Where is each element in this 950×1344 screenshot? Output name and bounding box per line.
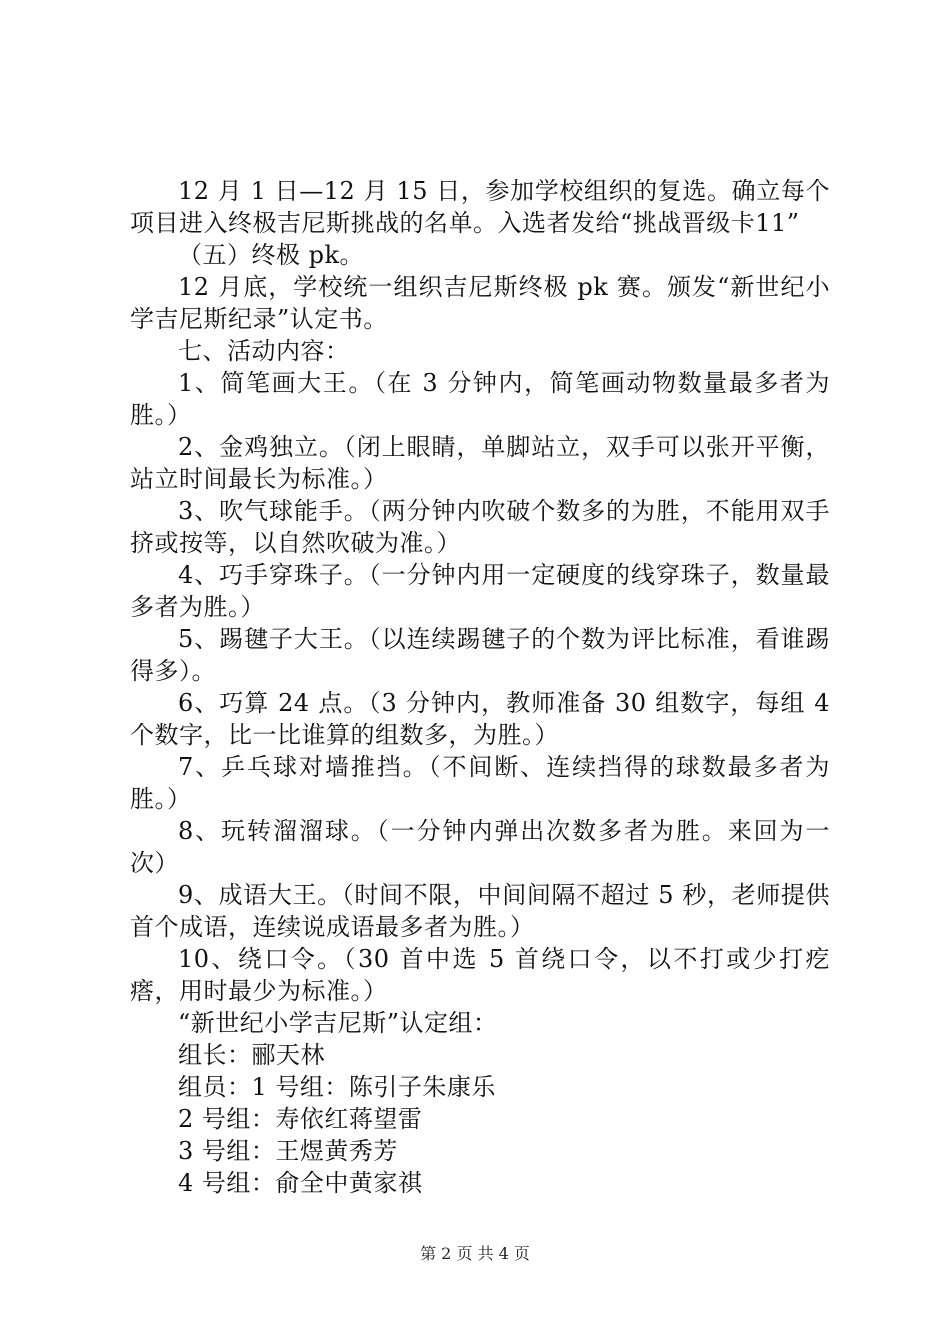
list-item-activity-9: 9、成语大王。（时间不限，中间间隔不超过 5 秒，老师提供首个成语，连续说成语最多者为胜。） [130,881,830,941]
paragraph-committee-group-1: 组员：1 号组：陈引子朱康乐 [178,1073,496,1101]
list-item-activity-6: 6、巧算 24 点。（3 分钟内，教师准备 30 组数字，每组 4个数字，比一比谁算的组数多，为胜。） [130,689,830,749]
list-item-activity-7: 7、乒乓球对墙推挡。（不间断、连续挡得的球数最多者为胜。） [130,753,830,813]
list-item-activity-1: 1、简笔画大王。（在 3 分钟内，简笔画动物数量最多者为胜。） [130,369,830,429]
paragraph-committee-leader: 组长：郦天林 [178,1041,325,1069]
paragraph-reselection: 12 月 1 日—12 月 15 日，参加学校组织的复选。确立每个项目进入终极吉尼斯挑战的名单。入选者发给“挑战晋级卡11” [130,177,830,237]
list-item-activity-3: 3、吹气球能手。（两分钟内吹破个数多的为胜，不能用双手挤或按等，以自然吹破为准。） [130,497,830,557]
paragraph-activity-heading: 七、活动内容： [178,337,350,365]
list-item-activity-8: 8、玩转溜溜球。（一分钟内弹出次数多者为胜。来回为一次） [130,817,830,877]
paragraph-committee-group-2: 2 号组：寿依红蒋望雷 [178,1105,423,1133]
paragraph-committee-heading: “新世纪小学吉尼斯”认定组： [178,1009,498,1037]
list-item-activity-2: 2、金鸡独立。（闭上眼睛，单脚站立，双手可以张开平衡，站立时间最长为标准。） [130,433,830,493]
paragraph-final-pk-heading: （五）终极 pk。 [178,241,365,269]
list-item-activity-5: 5、踢毽子大王。（以连续踢毽子的个数为评比标准，看谁踢得多）。 [130,625,830,685]
document-body [130,175,830,1199]
paragraph-committee-group-4: 4 号组：俞全中黄家祺 [178,1169,423,1197]
page-footer: 第 2 页 共 4 页 [420,1244,530,1263]
paragraph-committee-group-3: 3 号组：王煜黄秀芳 [178,1137,398,1165]
paragraph-final-pk: 12 月底，学校统一组织吉尼斯终极 pk 赛。颁发“新世纪小学吉尼斯纪录”认定书。 [130,273,830,333]
list-item-activity-4: 4、巧手穿珠子。（一分钟内用一定硬度的线穿珠子，数量最多者为胜。） [130,561,830,621]
list-item-activity-10: 10、绕口令。（30 首中选 5 首绕口令，以不打或少打疙瘩，用时最少为标准。） [130,945,830,1005]
